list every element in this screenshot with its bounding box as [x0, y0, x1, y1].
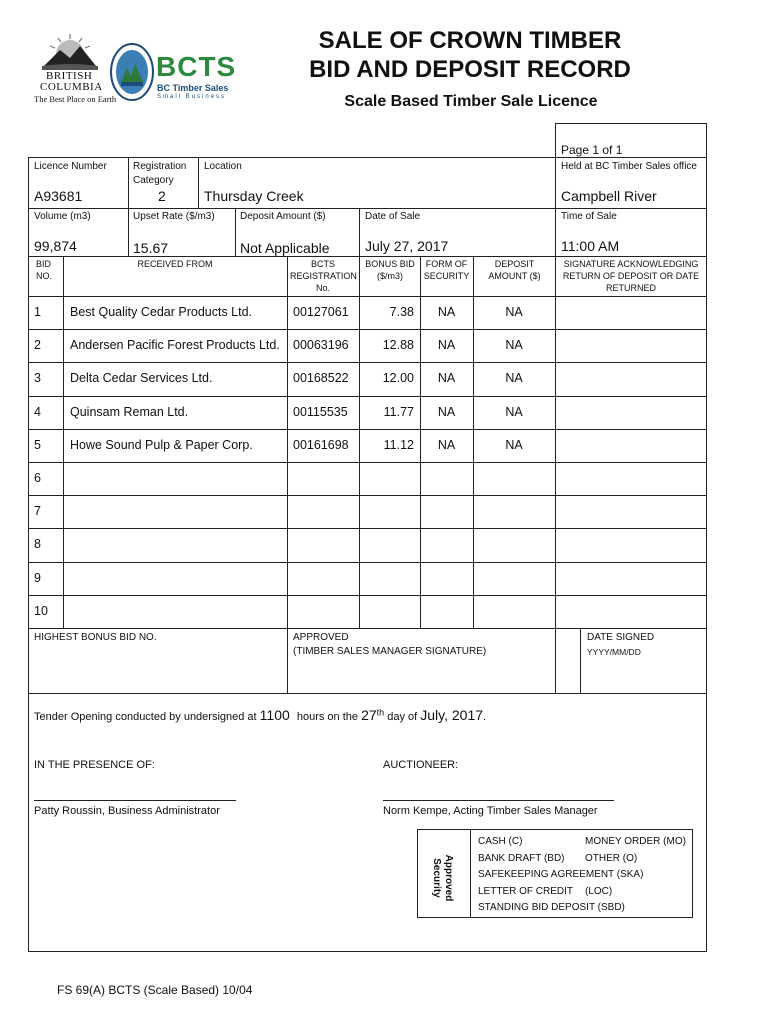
form-id: FS 69(A) BCTS (Scale Based) 10/04 — [57, 983, 253, 997]
registration-category-value: 2 — [158, 188, 166, 204]
time-of-sale-label: Time of Sale — [561, 211, 617, 222]
cell-from: Quinsam Reman Ltd. — [70, 405, 189, 419]
volume-label: Volume (m3) — [34, 211, 91, 222]
info-col-2a — [198, 157, 199, 208]
bc-logo-tagline: The Best Place on Earth — [34, 94, 117, 104]
security-bank-draft: BANK DRAFT (BD) — [478, 852, 565, 864]
licence-number-value: A93681 — [34, 188, 83, 204]
office-value: Campbell River — [561, 188, 657, 204]
cell-no: 7 — [34, 504, 41, 518]
cell-reg: 00063196 — [293, 338, 349, 352]
cell-deposit: NA — [505, 338, 523, 352]
table-row — [0, 396, 770, 429]
cell-bonus: 12.88 — [382, 338, 414, 352]
col-header-signature: SIGNATURE ACKNOWLEDGING RETURN OF DEPOSIT OR DATE RETURNED — [562, 259, 700, 293]
approved-label: APPROVED — [293, 632, 349, 643]
date-of-sale-value: July 27, 2017 — [365, 238, 449, 254]
bcts-logo — [109, 42, 239, 104]
cell-deposit: NA — [505, 438, 523, 452]
info-divider-1 — [28, 208, 706, 209]
tender-opening-statement — [34, 707, 486, 723]
frame-top-right — [555, 123, 706, 124]
approved-security-label: Approved Security — [431, 854, 454, 902]
cell-deposit: NA — [505, 371, 523, 385]
tender-prefix: Tender Opening conducted by undersigned at — [34, 711, 257, 723]
presence-label: IN THE PRESENCE OF: — [34, 759, 155, 771]
cell-form: NA — [437, 371, 456, 385]
cell-no: 2 — [34, 338, 41, 352]
table-row — [0, 495, 770, 528]
tender-day-suffix: th — [376, 707, 385, 718]
tender-month: July, 2017 — [420, 707, 484, 723]
bc-logo-line1: BRITISH — [46, 70, 93, 82]
security-cash: CASH (C) — [478, 836, 523, 847]
footer-col-date — [580, 628, 581, 693]
tender-end: . — [483, 711, 487, 723]
col-header-bid-no: BID NO. — [36, 259, 53, 281]
table-row — [0, 528, 770, 561]
cell-deposit: NA — [505, 405, 523, 419]
upset-rate-label: Upset Rate ($/m3) — [133, 211, 215, 222]
cell-form: NA — [437, 405, 456, 419]
info-divider-2 — [28, 256, 706, 257]
col-header-deposit-amount: DEPOSIT AMOUNT ($) — [488, 259, 541, 281]
tender-mid: hours on the — [296, 711, 358, 723]
tender-of: day of — [387, 711, 418, 723]
cell-no: 8 — [34, 537, 41, 551]
cell-bonus: 11.12 — [383, 438, 414, 452]
col-header-form-of-security: FORM OF SECURITY — [423, 259, 470, 281]
cell-reg: 00168522 — [293, 371, 349, 385]
table-row — [0, 296, 770, 329]
frame-top — [28, 157, 706, 158]
page-number: Page 1 of 1 — [561, 143, 623, 157]
bcts-logo-mark: BCTS — [156, 51, 237, 82]
cell-form: NA — [437, 438, 456, 452]
table-row — [0, 362, 770, 395]
cell-bonus: 12.00 — [382, 371, 414, 385]
bc-sun-mountain-icon — [34, 32, 106, 72]
cell-no: 6 — [34, 471, 41, 485]
time-of-sale-value: 11:00 AM — [561, 238, 620, 254]
cell-from: Andersen Pacific Forest Products Ltd. — [70, 338, 280, 352]
cell-bonus: 7.38 — [389, 305, 414, 319]
table-row — [0, 595, 770, 628]
cell-no: 9 — [34, 571, 41, 585]
location-value: Thursday Creek — [204, 188, 304, 204]
auctioneer-signature-line — [383, 800, 614, 801]
approved-security-box — [417, 829, 693, 918]
security-box-divider — [470, 830, 471, 917]
location-label: Location — [204, 161, 242, 172]
security-other: OTHER (O) — [585, 852, 638, 864]
deposit-amount-label: Deposit Amount ($) — [240, 211, 326, 222]
cell-no: 10 — [34, 604, 48, 618]
volume-value: 99,874 — [34, 238, 77, 254]
upset-rate-value: 15.67 — [133, 240, 169, 256]
office-label: Held at BC Timber Sales office — [561, 161, 697, 172]
table-row — [0, 462, 770, 495]
deposit-amount-value: Not Applicable — [240, 240, 330, 256]
info-col-1 — [128, 157, 129, 256]
cell-from: Best Quality Cedar Products Ltd. — [70, 305, 253, 319]
cell-reg: 00127061 — [293, 305, 349, 319]
table-row — [0, 329, 770, 362]
highest-bonus-bid-label: HIGHEST BONUS BID NO. — [34, 632, 157, 643]
cell-no: 3 — [34, 371, 41, 385]
bc-logo-line2: COLUMBIA — [40, 81, 103, 93]
security-standing-bid: STANDING BID DEPOSIT (SBD) — [478, 902, 625, 913]
col-header-bcts-registration: BCTS REGISTRATION No. — [290, 259, 357, 293]
table-bottom — [28, 628, 706, 629]
presence-signature-line — [34, 800, 236, 801]
security-money-order: MONEY ORDER (MO) — [585, 836, 686, 847]
cell-no: 5 — [34, 438, 41, 452]
document-subtitle: Scale Based Timber Sale Licence — [344, 93, 598, 110]
licence-number-label: Licence Number — [34, 161, 107, 172]
document-title-line1: SALE OF CROWN TIMBER — [318, 27, 622, 54]
bcts-logo-name: BC Timber Sales — [157, 83, 229, 93]
registration-category-label: Registration Category — [133, 161, 187, 186]
approved-signature-label: (TIMBER SALES MANAGER SIGNATURE) — [293, 646, 487, 657]
info-col-2b — [235, 208, 236, 256]
col-header-bonus-bid: BONUS BID ($/m3) — [365, 259, 415, 281]
tender-time: 1100 — [259, 707, 290, 723]
cell-reg: 00115535 — [293, 405, 348, 419]
table-row — [0, 562, 770, 595]
cell-from: Delta Cedar Services Ltd. — [70, 371, 213, 385]
info-col-3 — [359, 208, 360, 256]
cell-form: NA — [437, 338, 456, 352]
table-row — [0, 429, 770, 462]
tender-day: 27 — [361, 707, 377, 723]
security-letter-of-credit: LETTER OF CREDIT — [478, 885, 574, 897]
footer-divider — [28, 693, 706, 694]
date-signed-format: YYYY/MM/DD — [587, 647, 641, 657]
document-title-line2: BID AND DEPOSIT RECORD — [309, 56, 631, 83]
bcts-seal-icon — [109, 42, 155, 102]
date-of-sale-label: Date of Sale — [365, 211, 421, 222]
bcts-logo-sub: Small Business — [157, 94, 227, 100]
bc-logo — [34, 32, 117, 108]
cell-from: Howe Sound Pulp & Paper Corp. — [70, 438, 253, 452]
cell-no: 4 — [34, 405, 41, 419]
cell-no: 1 — [34, 305, 41, 319]
cell-deposit: NA — [505, 305, 523, 319]
frame-bottom — [28, 951, 707, 952]
cell-bonus: 11.77 — [383, 405, 414, 419]
security-loc: (LOC) — [585, 885, 613, 897]
presence-name: Patty Roussin, Business Administrator — [34, 805, 220, 817]
auctioneer-name: Norm Kempe, Acting Timber Sales Manager — [383, 805, 598, 817]
cell-reg: 00161698 — [293, 438, 349, 452]
security-safekeeping: SAFEKEEPING AGREEMENT (SKA) — [478, 869, 644, 880]
cell-form: NA — [437, 305, 456, 319]
date-signed-label: DATE SIGNED — [587, 632, 655, 643]
col-header-received-from: RECEIVED FROM — [137, 259, 213, 269]
auctioneer-label: AUCTIONEER: — [383, 759, 459, 771]
